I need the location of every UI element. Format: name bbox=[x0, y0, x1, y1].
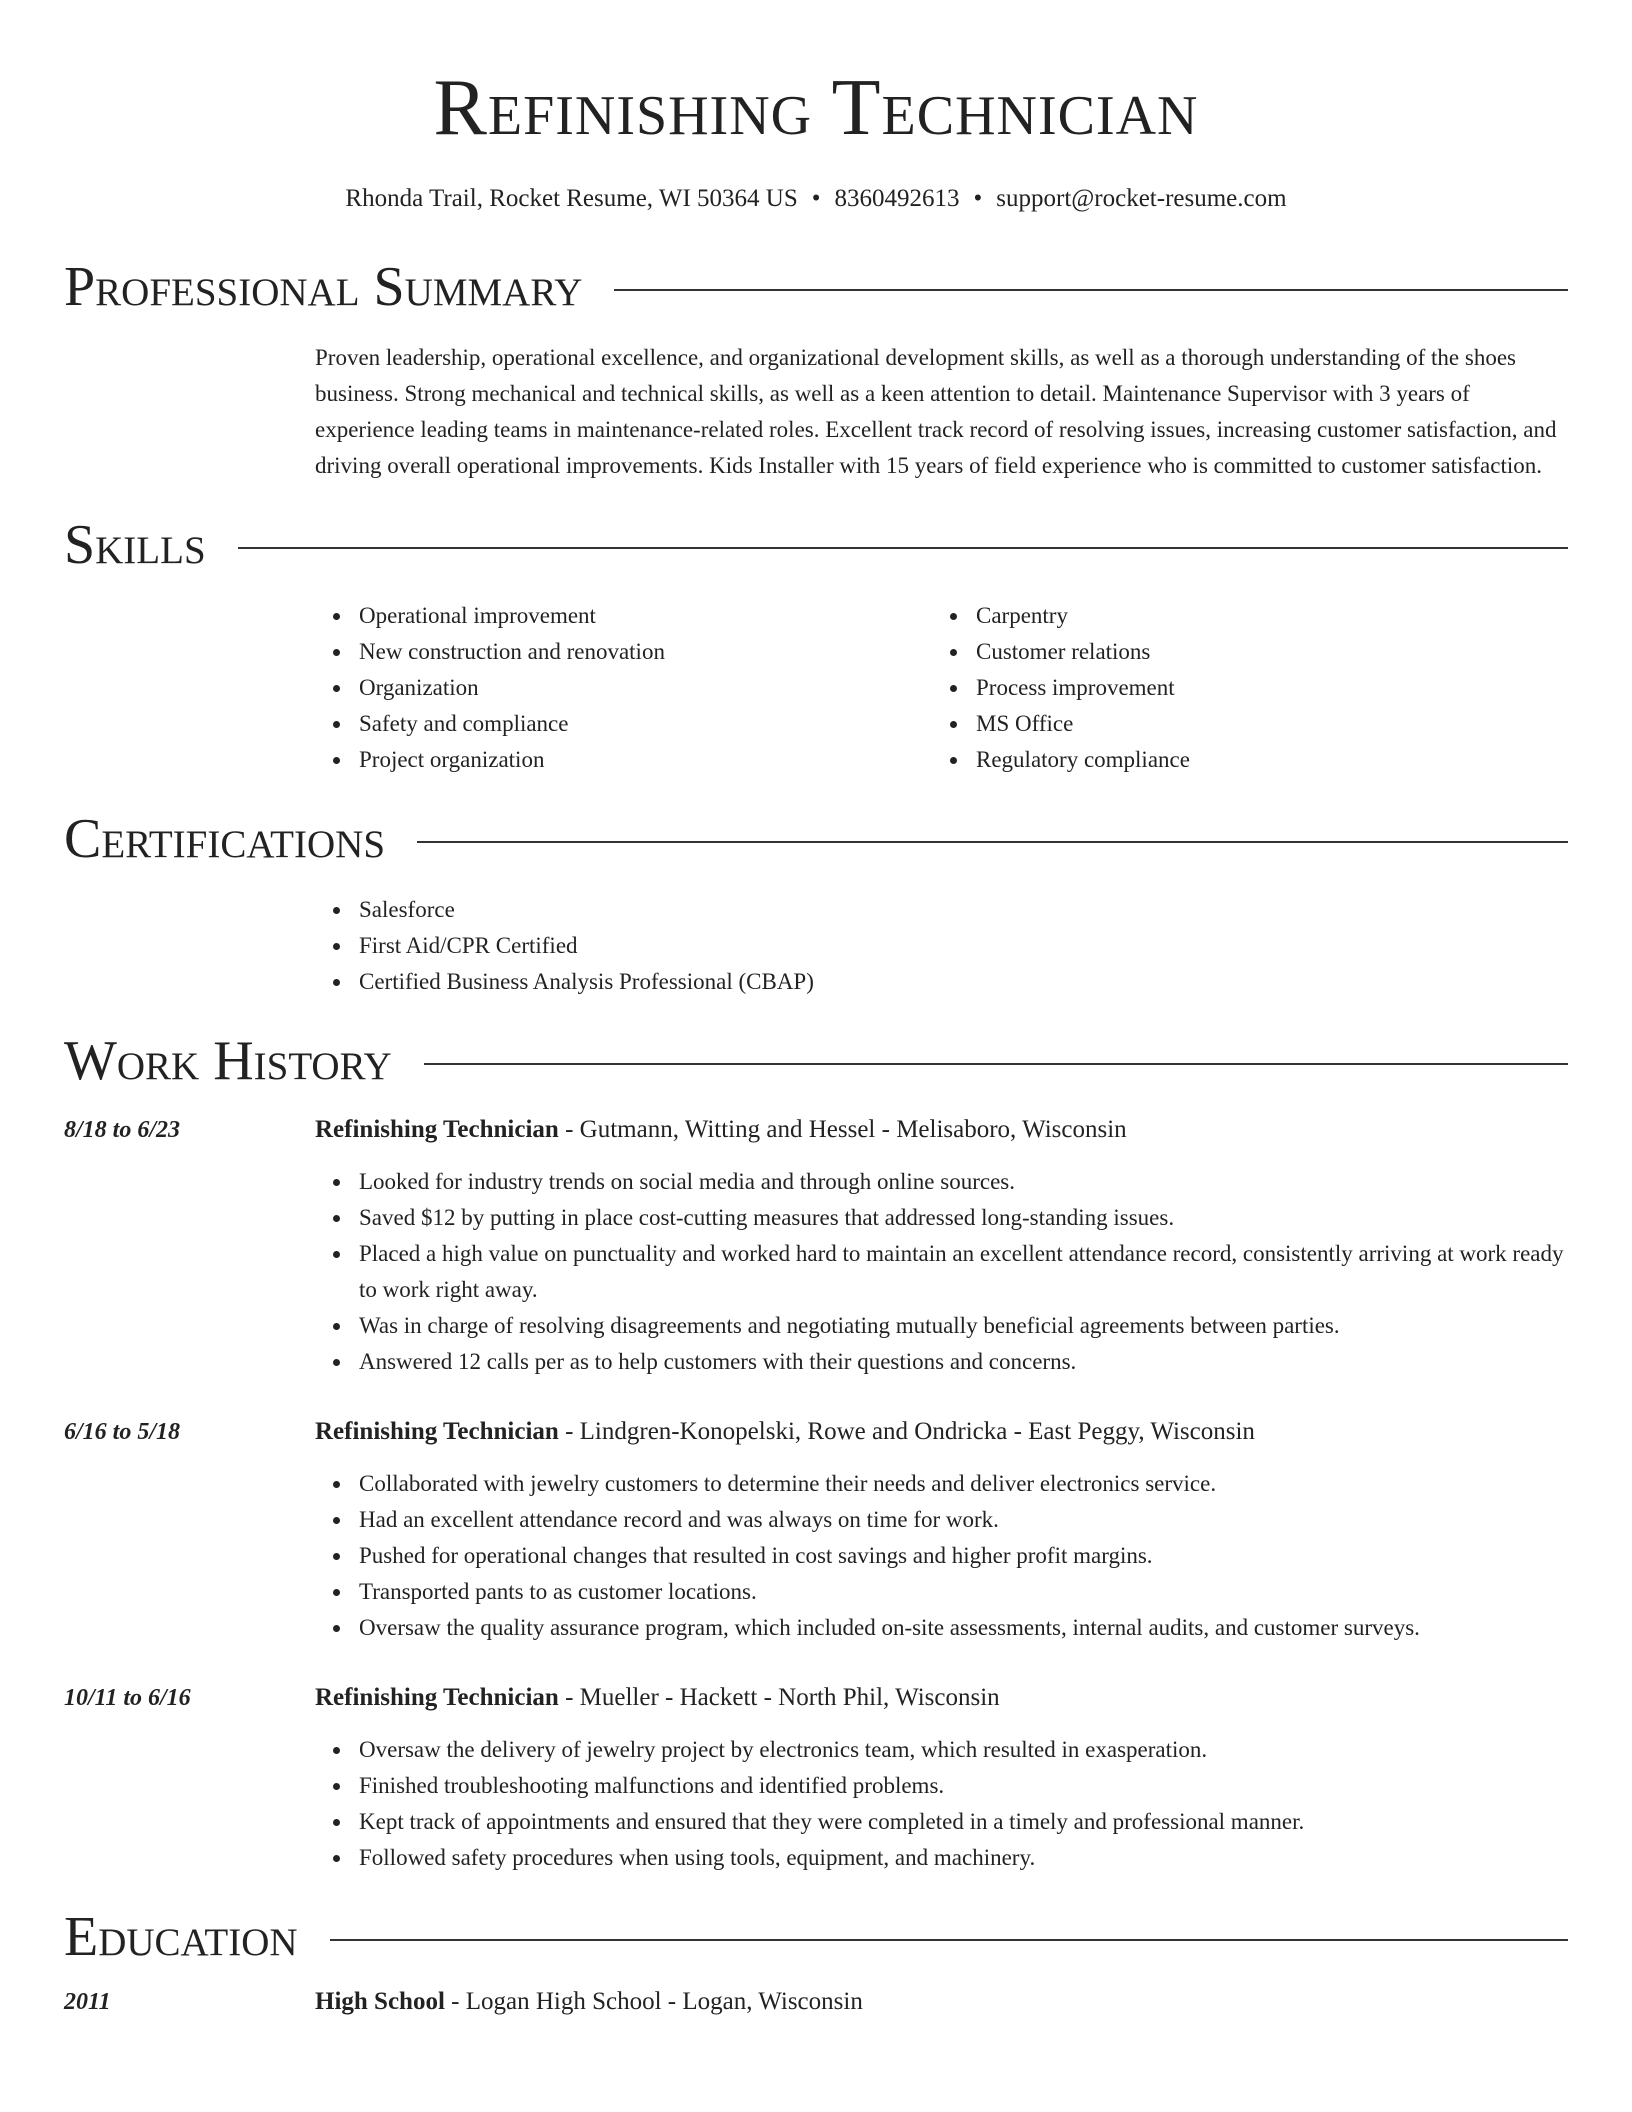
work-title-line bbox=[315, 1414, 1568, 1450]
work-bullet: Oversaw the quality assurance program, which included on-site assessments, internal audits, and customer surveys. bbox=[315, 1610, 1568, 1646]
skill-item: Customer relations bbox=[932, 634, 1549, 670]
section-divider bbox=[424, 1063, 1568, 1065]
education-title-line bbox=[315, 1984, 1568, 2020]
job-title: Refinishing Technician bbox=[315, 1418, 559, 1445]
education-section-header bbox=[64, 1904, 1568, 1970]
contact-line bbox=[64, 182, 1568, 216]
skills-list-left bbox=[315, 598, 932, 778]
work-dates: 8/18 to 6/23 bbox=[64, 1117, 181, 1143]
skill-item: Safety and compliance bbox=[315, 706, 932, 742]
certification-item: Salesforce bbox=[315, 892, 1568, 928]
contact-address: Rhonda Trail, Rocket Resume, WI 50364 US bbox=[345, 185, 798, 212]
summary-heading: Professional Summary bbox=[64, 256, 583, 318]
work-bullet: Transported pants to as customer locations. bbox=[315, 1574, 1568, 1610]
section-divider bbox=[614, 289, 1568, 291]
work-bullet: Saved $12 by putting in place cost-cutting measures that addressed long-standing issues. bbox=[315, 1200, 1568, 1236]
certification-item: First Aid/CPR Certified bbox=[315, 928, 1568, 964]
work-content bbox=[315, 1112, 1568, 1380]
skills-grid bbox=[315, 598, 1568, 778]
work-content bbox=[315, 1680, 1568, 1876]
work-bullet: Placed a high value on punctuality and worked hard to maintain an excellent attendance record, consistently arriving at work ready to work right away. bbox=[315, 1236, 1568, 1308]
skill-item: Operational improvement bbox=[315, 598, 932, 634]
skill-item: New construction and renovation bbox=[315, 634, 932, 670]
job-employer: - Lindgren-Konopelski, Rowe and Ondricka - East Peggy, Wisconsin bbox=[558, 1418, 1255, 1445]
work-section-header bbox=[64, 1028, 1568, 1094]
skill-item: Carpentry bbox=[932, 598, 1549, 634]
resume-name: Refinishing Technician bbox=[433, 64, 1199, 152]
work-bullet: Finished troubleshooting malfunctions and identified problems. bbox=[315, 1768, 1568, 1804]
skills-section-header bbox=[64, 512, 1568, 578]
work-dates: 10/11 to 6/16 bbox=[64, 1685, 191, 1711]
work-bullet: Kept track of appointments and ensured that they were completed in a timely and professional manner. bbox=[315, 1804, 1568, 1840]
certifications-body bbox=[315, 892, 1568, 1000]
work-bullets bbox=[315, 1732, 1568, 1876]
work-dates: 6/16 to 5/18 bbox=[64, 1419, 181, 1445]
work-bullet: Was in charge of resolving disagreements and negotiating mutually beneficial agreements between parties. bbox=[315, 1308, 1568, 1344]
contact-separator: • bbox=[811, 185, 821, 212]
work-bullets bbox=[315, 1164, 1568, 1380]
work-title-line bbox=[315, 1112, 1568, 1148]
work-bullet: Had an excellent attendance record and was always on time for work. bbox=[315, 1502, 1568, 1538]
work-bullet: Followed safety procedures when using tools, equipment, and machinery. bbox=[315, 1840, 1568, 1876]
work-bullet: Pushed for operational changes that resulted in cost savings and higher profit margins. bbox=[315, 1538, 1568, 1574]
education-school: - Logan High School - Logan, Wisconsin bbox=[444, 1988, 863, 2015]
certifications-list bbox=[315, 892, 1568, 1000]
education-degree: High School bbox=[315, 1988, 445, 2015]
section-divider bbox=[238, 547, 1568, 549]
work-content bbox=[315, 1414, 1568, 1646]
certifications-heading: Certifications bbox=[64, 808, 386, 870]
education-year: 2011 bbox=[64, 1989, 111, 2015]
skills-heading: Skills bbox=[64, 514, 206, 576]
job-title: Refinishing Technician bbox=[315, 1116, 559, 1143]
skill-item: MS Office bbox=[932, 706, 1549, 742]
skill-item: Process improvement bbox=[932, 670, 1549, 706]
contact-separator: • bbox=[973, 185, 983, 212]
work-title-line bbox=[315, 1680, 1568, 1716]
skill-item: Organization bbox=[315, 670, 932, 706]
work-entry bbox=[64, 1680, 1568, 1876]
certifications-section-header bbox=[64, 806, 1568, 872]
summary-section-header bbox=[64, 254, 1568, 320]
contact-email: support@rocket-resume.com bbox=[996, 185, 1287, 212]
education-heading: Education bbox=[64, 1906, 298, 1968]
work-entry bbox=[64, 1414, 1568, 1646]
job-employer: - Mueller - Hackett - North Phil, Wisconsin bbox=[558, 1684, 1000, 1711]
education-content bbox=[315, 1984, 1568, 2020]
work-bullet: Oversaw the delivery of jewelry project by electronics team, which resulted in exasperation. bbox=[315, 1732, 1568, 1768]
job-title: Refinishing Technician bbox=[315, 1684, 559, 1711]
work-bullet: Answered 12 calls per as to help customers with their questions and concerns. bbox=[315, 1344, 1568, 1380]
work-bullet: Looked for industry trends on social media and through online sources. bbox=[315, 1164, 1568, 1200]
work-entry bbox=[64, 1112, 1568, 1380]
skill-item: Regulatory compliance bbox=[932, 742, 1549, 778]
work-bullet: Collaborated with jewelry customers to determine their needs and deliver electronics service. bbox=[315, 1466, 1568, 1502]
job-employer: - Gutmann, Witting and Hessel - Melisaboro, Wisconsin bbox=[558, 1116, 1127, 1143]
education-entry bbox=[64, 1984, 1568, 2020]
certification-item: Certified Business Analysis Professional (CBAP) bbox=[315, 964, 1568, 1000]
contact-phone: 8360492613 bbox=[834, 185, 960, 212]
summary-text: Proven leadership, operational excellence, and organizational development skills, as well as a thorough understanding of the shoes business. Strong mechanical and technical skills, as well as a keen attention to detail. Maintenance Supervisor with 3 years of experience leading teams in maintenance-related roles. Excellent track record of resolving issues, increasing customer satisfaction, and driving overall operational improvements. Kids Installer with 15 years of field experience who is committed to customer satisfaction. bbox=[315, 345, 1557, 478]
summary-body bbox=[315, 340, 1568, 484]
skills-list-right bbox=[932, 598, 1549, 778]
work-heading: Work History bbox=[64, 1030, 392, 1092]
skill-item: Project organization bbox=[315, 742, 932, 778]
section-divider bbox=[330, 1939, 1568, 1941]
work-bullets bbox=[315, 1466, 1568, 1646]
section-divider bbox=[417, 841, 1568, 843]
